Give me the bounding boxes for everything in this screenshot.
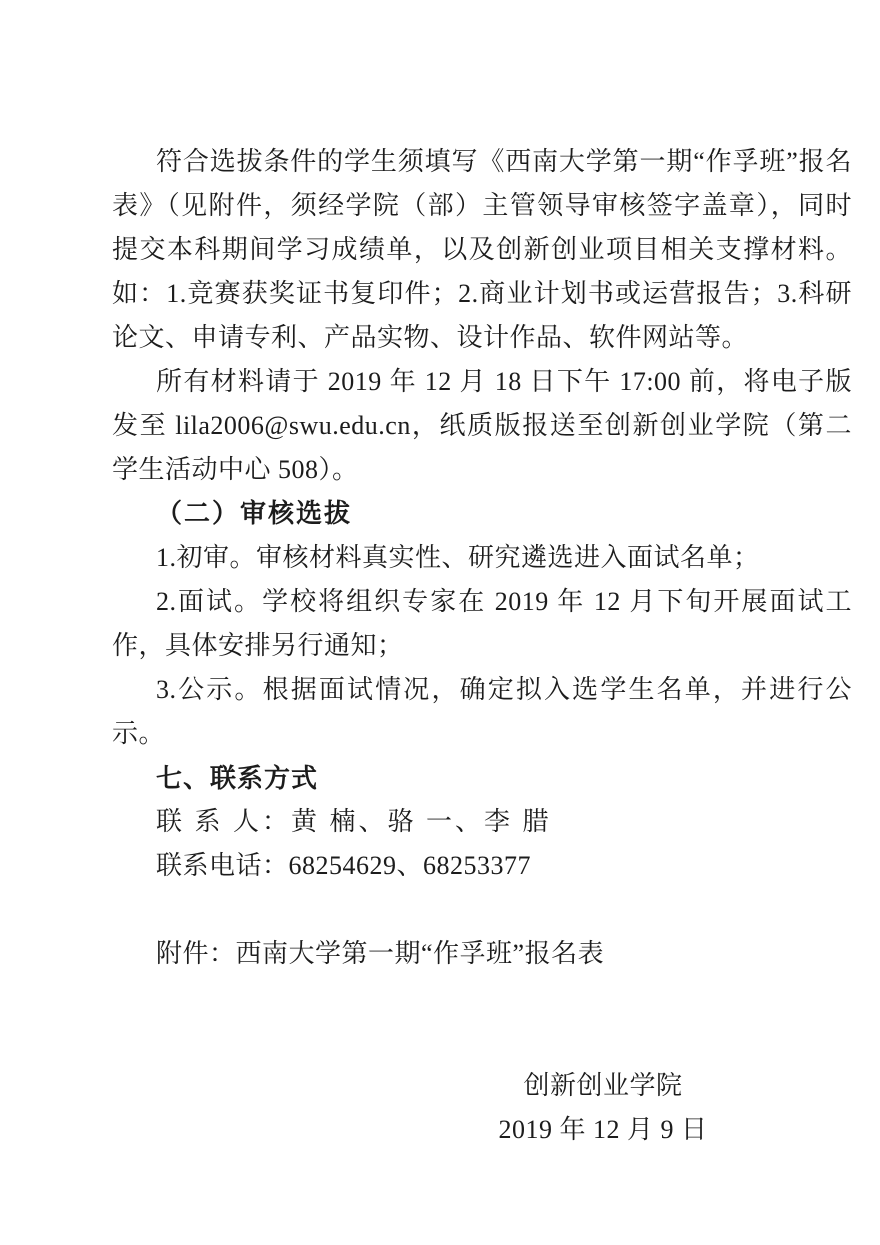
para-application-requirements: 符合选拔条件的学生须填写《西南大学第一期“作孚班”报名表》（见附件，须经学院（部）主管领导审核签字盖章），同时提交本科期间学习成绩单，以及创新创业项目相关支撑材料。如：1.竞赛获奖证书复印件；2.商业计划书或运营报告；3.科研论文、申请专利、产品实物、设计作品、软件网站等。: [112, 147, 852, 352]
list-item-interview: 2.面试。学校将组织专家在 2019 年 12 月下旬开展面试工作，具体安排另行通知；: [112, 587, 852, 660]
para-submission-info: 所有材料请于 2019 年 12 月 18 日下午 17:00 前，将电子版发至 lila2006@swu.edu.cn，纸质版报送至创新创业学院（第二学生活动中心 508）。: [112, 367, 852, 484]
contact-person-line: 联 系 人：黄 楠、骆 一、李 腊: [156, 807, 552, 836]
list-item-preliminary-review: 1.初审。审核材料真实性、研究遴选进入面试名单；: [156, 543, 760, 572]
heading-contact-info: 七、联系方式: [156, 763, 319, 793]
attachment-note: 附件：西南大学第一期“作孚班”报名表: [156, 939, 605, 968]
document-content: [112, 140, 852, 1152]
list-item-publicity: 3.公示。根据面试情况，确定拟入选学生名单，并进行公示。: [112, 675, 852, 748]
signature-organization: 创新创业学院: [523, 1071, 683, 1100]
signature-date: 2019 年 12 月 9 日: [498, 1115, 708, 1144]
signature-block: [458, 1064, 748, 1152]
heading-review-selection: （二）审核选拔: [156, 499, 353, 528]
contact-phone-line: 联系电话：68254629、68253377: [156, 851, 532, 880]
